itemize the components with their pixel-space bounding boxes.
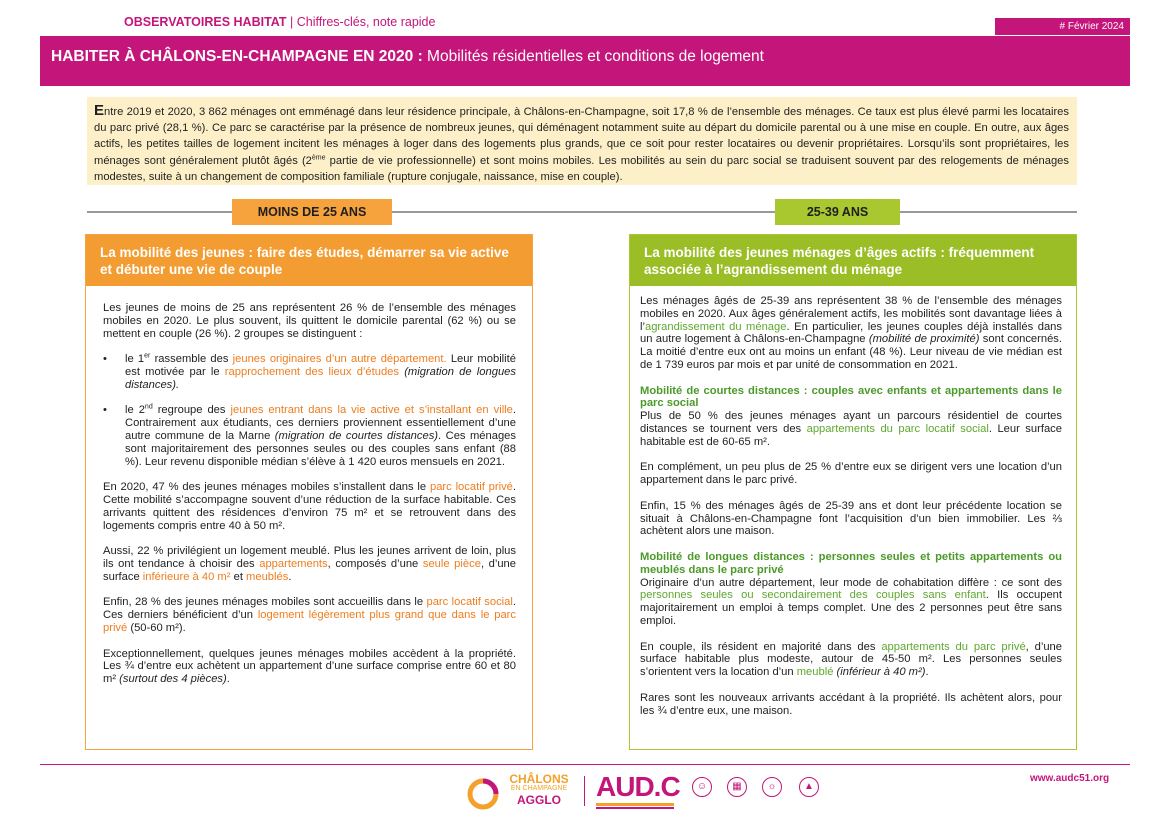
- intro-text-1: ntre 2019 et 2020, 3 862 ménages ont emménagé dans leur résidence principale, à Châlons-en-Champagne, soit 17,8 % de l’ensemble des ménages. Ce taux est plus élevé parmi les locataires du parc privé (28,1 %). Ce parc se caractérise par la présence de nombreux jeunes, qui déménagent notamment suite au départ du domicile parental ou à une mise en couple. En outre, aux âges actifs, les petites tailles de logement incitent les ménages à loger dans des logements plus grands, que ce soit pour rester locataires ou devenir propriétaires. Lorsqu’ils sont propriétaires, les ménages sont généralement plutôt âgés (2: [94, 106, 1069, 167]
- highlight: appartements du parc privé: [881, 640, 1026, 653]
- text: , composés d’une: [327, 557, 423, 570]
- left-paragraph-4: [103, 596, 516, 634]
- italic-note: (migration de courtes distances): [274, 429, 439, 442]
- divider-right-b: [900, 211, 1077, 213]
- left-bullet-list: [103, 353, 516, 468]
- left-bullet-2: [103, 404, 516, 468]
- highlight: seule pièce: [422, 557, 481, 570]
- title-rest: Mobilités résidentielles et conditions de logement: [422, 48, 764, 65]
- divider-left-a: [87, 211, 232, 213]
- audc-logo: [596, 772, 678, 810]
- left-paragraph-3: [103, 545, 516, 583]
- text: rassemble des: [150, 353, 233, 366]
- sup: nd: [144, 403, 153, 411]
- text: et: [230, 570, 247, 583]
- map-icon: ▦: [727, 777, 747, 797]
- text: sont concernés. La moitié d’entre eux ont au moins un enfant (48 %). Leur niveau de vie médian est de 1 739 euros par mois et par unité de consommation en 2021.: [640, 333, 1063, 371]
- agglo-line-3: AGGLO: [517, 793, 561, 807]
- highlight: meublé: [796, 666, 834, 679]
- left-column-heading: La mobilité des jeunes : faire des études, démarrer sa vie active et débuter une vie de couple: [86, 235, 532, 286]
- intro-dropcap: E: [94, 102, 105, 119]
- left-bullet-1: [103, 353, 516, 391]
- left-paragraph-2: [103, 481, 516, 532]
- footer-url[interactable]: www.audc51.org: [1030, 773, 1110, 784]
- date-badge: # Février 2024: [995, 18, 1130, 35]
- text: En 2020, 47 % des jeunes ménages mobiles s’installent dans le: [103, 481, 430, 494]
- italic-note: (migration de longues distances).: [125, 365, 516, 391]
- text: Enfin, 28 % des jeunes ménages mobiles sont accueillis dans le: [103, 596, 427, 609]
- age-tag-under-25: MOINS DE 25 ANS: [232, 199, 392, 225]
- text: Les ménages âgés de 25-39 ans représentent 38 % de l’ensemble des ménages mobiles en 2020. Aux âges généralement actifs, les mobilités sont davantage liées à l’: [640, 295, 1062, 333]
- chalons-agglo-logo: [465, 773, 575, 813]
- highlight: appartements: [259, 557, 328, 570]
- left-paragraph-1: Les jeunes de moins de 25 ans représentent 26 % de l’ensemble des ménages mobiles en 2020. Le plus souvent, ils quittent le domicile parental (62 %) ou se mettent en couple (26 %). 2 groupes se distinguent :: [103, 302, 516, 340]
- text: le 1: [125, 353, 145, 366]
- agglo-ring-icon: [465, 776, 501, 812]
- right-paragraph-5: [640, 577, 1062, 628]
- highlight: jeunes entrant dans la vie active et s’installant en ville: [230, 404, 513, 417]
- right-paragraph-6: [640, 641, 1062, 679]
- chart-icon: ▲: [799, 777, 819, 797]
- right-paragraph-2: [640, 410, 1062, 448]
- right-column-heading: La mobilité des jeunes ménages d’âges actifs : fréquemment associée à l’agrandissement du ménage: [630, 235, 1076, 286]
- highlight: jeunes originaires d’un autre département.: [232, 353, 447, 366]
- right-column-body: [640, 295, 1062, 730]
- logo-separator: [584, 776, 585, 806]
- lightbulb-icon: ☼: [762, 777, 782, 797]
- right-subheading-2: [640, 551, 1062, 577]
- right-subheading-1: [640, 385, 1062, 411]
- left-column-body: [103, 302, 516, 699]
- text: le 2: [125, 404, 145, 417]
- text: . Ces derniers bénéficient d’un: [103, 596, 516, 622]
- top-brand: [124, 15, 435, 29]
- text: .: [288, 570, 292, 583]
- text: Originaire d’un autre département, leur mode de cohabitation diffère : ce sont des: [640, 576, 1062, 589]
- brand-separator: |: [286, 15, 297, 29]
- right-column: [629, 234, 1077, 750]
- text: .: [226, 673, 230, 686]
- highlight: rapprochement des lieux d’études: [224, 365, 399, 378]
- text: . Ils occupent majoritairement un emploi à temps complet. Une des 2 personnes peut être sans emploi.: [640, 589, 1062, 627]
- text: Exceptionnellement, quelques jeunes ménages mobiles accèdent à la propriété. Les ¾ d’entre eux achètent un appartement d’une surface comprise entre 60 et 80 m²: [103, 647, 516, 686]
- highlight: parc locatif privé: [429, 481, 513, 494]
- text: regroupe des: [152, 404, 231, 417]
- divider-middle: [392, 211, 775, 213]
- right-paragraph-1: [640, 295, 1062, 372]
- page-title: [40, 36, 1130, 86]
- left-column: [85, 234, 533, 750]
- right-paragraph-3: En complément, un peu plus de 25 % d’entre eux se dirigent vers une location d’un appartement dans le parc privé.: [640, 461, 1062, 487]
- agglo-wordmark: [503, 773, 575, 806]
- text: . Contrairement aux étudiants, ces derniers proviennent essentiellement d’une autre commune de la Marne: [125, 404, 516, 442]
- audc-underline-magenta: [596, 807, 674, 809]
- text: Leur mobilité est motivée par le: [125, 353, 516, 378]
- highlight: inférieure à 40 m²: [142, 570, 231, 583]
- agglo-line-1: CHÂLONS: [509, 772, 569, 786]
- left-paragraph-5: [103, 648, 516, 686]
- highlight: logement légèrement plus grand que dans le parc privé: [103, 609, 516, 634]
- right-paragraph-4: Enfin, 15 % des ménages âgés de 25-39 ans et dont leur précédente location se situait à Châlons-en-Champagne font l’acquisition d’un bien immobilier. Les ⅔ achètent alors une maison.: [640, 499, 1062, 538]
- text: .: [925, 666, 929, 679]
- text: , d’une surface: [103, 557, 516, 583]
- brand-bold: OBSERVATOIRES HABITAT: [124, 15, 287, 29]
- audc-underline-orange: [596, 803, 674, 806]
- audc-wordmark: AUD.C: [596, 771, 680, 802]
- text: . Ces ménages sont majoritairement des personnes seules ou des couples sans enfant (88 %). Leur revenu disponible médian s’élève à 1 420 euros mensuels en 2021.: [125, 429, 516, 468]
- agglo-line-2: EN CHAMPAGNE: [510, 785, 568, 792]
- brand-subtitle: Chiffres-clés, note rapide: [296, 15, 436, 29]
- right-paragraph-7: Rares sont les nouveaux arrivants accédant à la propriété. Ils achètent alors, pour les ¾ d’entre eux, une maison.: [640, 691, 1062, 717]
- text: En couple, ils résident en majorité dans des: [640, 640, 882, 653]
- highlight: appartements du parc locatif social: [806, 422, 989, 435]
- age-tag-25-39: 25-39 ANS: [775, 199, 900, 225]
- footer-divider: [40, 764, 1130, 765]
- subheading-text: Mobilité de courtes distances : couples avec enfants et appartements dans le parc social: [640, 384, 1062, 410]
- italic-note: (inférieur à 40 m²): [833, 666, 926, 679]
- subheading-text: Mobilité de longues distances : personnes seules et petits appartements ou meublés dans le parc privé: [640, 550, 1062, 576]
- sup: er: [144, 352, 151, 360]
- highlight: agrandissement du ménage: [644, 320, 787, 333]
- intro-sup: ème: [311, 153, 326, 161]
- text: . Cette mobilité s’accompagne souvent d’une réduction de la surface habitable. Ces arrivants quittent des résidences d’environ 75 m² et se retrouvent dans des logements compris entre 40 à 50 m².: [103, 481, 516, 532]
- highlight: personnes seules ou secondairement des couples sans enfant: [640, 589, 986, 602]
- intro-box: [87, 97, 1077, 185]
- text: . En particulier, les jeunes couples déjà installés dans un autre logement à Châlons-en-Champagne: [640, 320, 1062, 346]
- italic-note: (surtout des 4 pièces): [119, 673, 227, 686]
- italic-note: (mobilité de proximité): [868, 333, 980, 346]
- intro-text-2: partie de vie professionnelle) et sont moins mobiles. Les mobilités au sein du parc social se traduisent souvent par des relogements de ménages modestes, suite à un changement de composition familiale (rupture conjugale, naissance, mise en couple).: [94, 154, 1069, 183]
- text: . Leur surface habitable est de 60-65 m².: [640, 422, 1062, 448]
- text: (50-60 m²).: [127, 621, 186, 634]
- text: Aussi, 22 % privilégient un logement meublé. Plus les jeunes arrivent de loin, plus ils ont tendance à choisir des: [103, 545, 516, 570]
- people-icon: ☺: [692, 777, 712, 797]
- highlight: parc locatif social: [426, 596, 513, 609]
- text: , d’une surface habitable plus modeste, autour de 45-50 m². Les personnes seules s’orientent vers la location d’un: [640, 640, 1062, 679]
- highlight: meublés: [246, 570, 289, 583]
- title-bold: HABITER À CHÂLONS-EN-CHAMPAGNE EN 2020 :: [51, 48, 423, 65]
- text: Plus de 50 % des jeunes ménages ayant un parcours résidentiel de courtes distances se tournent vers des: [640, 410, 1062, 435]
